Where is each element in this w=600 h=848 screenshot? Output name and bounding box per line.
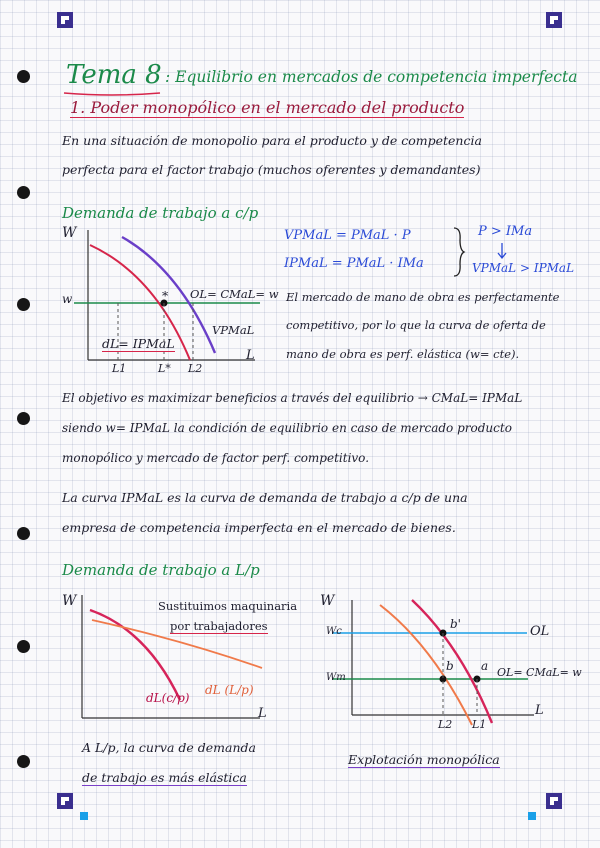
graph-lp-right-wm-label: Wm (326, 672, 346, 683)
graph-lp-right-tick-L1: L1 (472, 718, 487, 731)
paragraph1-line-2: siendo w= IPMaL la condición de equilibrio en caso de mercado producto (62, 421, 512, 435)
graph-lp-right-x-label: L (535, 703, 544, 718)
paragraph1-line-1: El objetivo es maximizar beneficios a través del equilibrio → CMaL= IPMaL (62, 391, 523, 405)
graph-lp-left-curve-lp: dL (L/p) (205, 683, 254, 697)
corner-marker-icon (57, 12, 73, 28)
blue-square-icon (80, 812, 88, 820)
graph-cp-vpm-label: VPMaL (212, 323, 255, 337)
page-title-rest: : Equilibrio en mercados de competencia imperfecta (165, 68, 578, 86)
arrow-down-icon (496, 242, 508, 260)
graph-cp (60, 225, 275, 385)
caption-right: Explotación monopólica (348, 752, 500, 767)
graph-lp-right-supply-top: OL (530, 624, 550, 639)
binder-hole (17, 298, 30, 311)
intro-line-2: perfecta para el factor trabajo (muchos oferentes y demandantes) (62, 162, 481, 177)
graph-lp-right-point-b: b (446, 659, 454, 673)
heading-cp: Demanda de trabajo a c/p (62, 204, 259, 222)
equation-ipmal: IPMaL = PMaL · IMa (284, 256, 424, 271)
section-heading: 1. Poder monopólico en el mercado del producto (70, 98, 465, 117)
graph-cp-tick-L1: L1 (112, 362, 127, 375)
graph-cp-tick-Lstar: L* (158, 362, 171, 375)
graph-lp-left-x-label: L (258, 706, 267, 721)
binder-hole (17, 755, 30, 768)
binder-hole (17, 527, 30, 540)
caption-left-line-2: de trabajo es más elástica (82, 770, 247, 785)
binder-hole (17, 70, 30, 83)
graph-lp-left-curve-cp: dL(c/p) (146, 691, 190, 705)
graph-lp-right-tick-L2: L2 (438, 718, 453, 731)
graph-lp-right-y-label: W (320, 593, 335, 609)
graph-lp-left-y-label: W (62, 593, 77, 609)
graph-lp-right-point-a: a (481, 659, 489, 673)
binder-hole (17, 640, 30, 653)
graph-lp-left-note-1: Sustituimos maquinaria (158, 599, 298, 613)
graph-lp-right (322, 595, 552, 735)
graph-cp-x-label: L (246, 348, 255, 363)
graph-cp-demand-label: dL= IPMaL (102, 336, 175, 351)
equation-vpmal: VPMaL = PMaL · P (284, 228, 411, 243)
intro-line-1: En una situación de monopolio para el producto y de competencia (62, 133, 482, 148)
title-underline (62, 90, 162, 98)
brace-icon (452, 226, 466, 278)
cp-text-line-1: El mercado de mano de obra es perfectamente (286, 290, 560, 304)
cp-text-line-3: mano de obra es perf. elástica (w= cte). (286, 347, 520, 361)
graph-lp-left-note-2: por trabajadores (170, 619, 268, 633)
binder-hole (17, 412, 30, 425)
corner-marker-icon (546, 793, 562, 809)
relation-p-ima: P > IMa (478, 224, 533, 239)
corner-marker-icon (57, 793, 73, 809)
graph-cp-supply-label: OL= CMaL= w (190, 287, 279, 301)
page-title: Tema 8 (66, 60, 162, 90)
paragraph2-line-2: empresa de competencia imperfecta en el mercado de bienes. (62, 520, 456, 535)
relation-vpm-ipm: VPMaL > IPMaL (472, 261, 575, 275)
caption-left-line-1: A L/p, la curva de demanda (82, 740, 256, 755)
graph-cp-tick-L2: L2 (188, 362, 203, 375)
graph-cp-w-label: w (62, 292, 73, 306)
blue-square-icon (528, 812, 536, 820)
cp-text-line-2: competitivo, por lo que la curva de oferta de (286, 318, 546, 332)
graph-cp-point-label: * (162, 288, 169, 303)
heading-lp: Demanda de trabajo a L/p (62, 561, 260, 579)
graph-lp-right-supply-bottom: OL= CMaL= w (497, 666, 582, 679)
graph-lp-right-wc-label: Wc (326, 626, 342, 637)
paragraph1-line-3: monopólico y mercado de factor perf. competitivo. (62, 451, 370, 465)
graph-cp-y-label: W (62, 225, 77, 241)
binder-hole (17, 186, 30, 199)
graph-lp-right-point-b1: b' (450, 617, 461, 631)
corner-marker-icon (546, 12, 562, 28)
paragraph2-line-1: La curva IPMaL es la curva de demanda de trabajo a c/p de una (62, 490, 468, 505)
